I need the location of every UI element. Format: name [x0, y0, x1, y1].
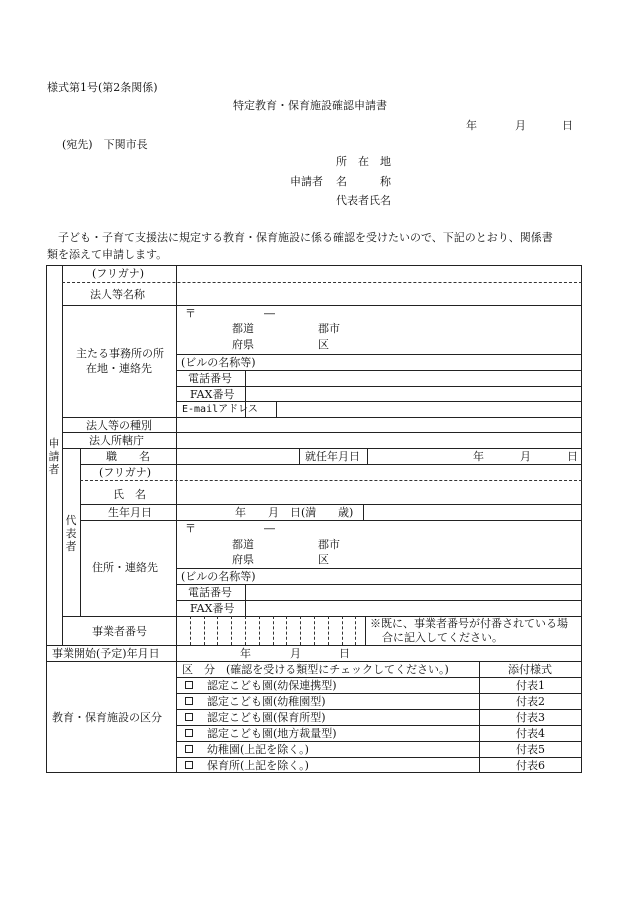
addressee: (宛先) 下関市長 — [62, 138, 148, 151]
appointed-label: 就任年月日 — [305, 450, 360, 463]
rep-ku-label: 区 — [318, 553, 329, 566]
main-office-label-1: 主たる事務所の所 — [76, 347, 164, 360]
appointed-year: 年 — [473, 450, 484, 463]
business-note-line-2: 合に記入してください。 — [382, 631, 503, 644]
attachment-header: 添付様式 — [508, 663, 552, 676]
start-day: 日 — [339, 647, 350, 660]
postal-mark: 〒 — [185, 307, 196, 320]
date-year[interactable]: 年 — [466, 119, 477, 132]
category-checkbox[interactable] — [185, 761, 193, 769]
rep-building-label: (ビルの名称等) — [181, 570, 256, 583]
category-checkbox[interactable] — [185, 697, 193, 705]
category-attachment-form: 付表5 — [516, 743, 545, 756]
birth-age-open: 日(満 — [290, 506, 317, 519]
business-number-label: 事業者番号 — [92, 625, 147, 638]
business-number-digit-divider — [231, 616, 232, 645]
business-number-digit-divider — [314, 616, 315, 645]
business-number-digit-divider — [300, 616, 301, 645]
fuken-label: 府県 — [232, 338, 254, 351]
name-label: 名 称 — [336, 175, 391, 188]
category-label: 認定こども園(幼稚園型) — [207, 695, 326, 708]
location-label: 所 在 地 — [336, 155, 391, 168]
rep-fax-label: FAX番号 — [190, 602, 235, 615]
category-checkbox[interactable] — [185, 681, 193, 689]
position-label: 職 名 — [106, 450, 150, 463]
date-month[interactable]: 月 — [515, 119, 526, 132]
representative-label: 代表者氏名 — [336, 194, 391, 207]
ku-label: 区 — [318, 338, 329, 351]
start-year: 年 — [240, 647, 251, 660]
business-note-line-1: ※既に、事業者番号が付番されている場 — [370, 617, 568, 630]
rep-todo-label: 都道 — [232, 538, 254, 551]
appointed-month: 月 — [520, 450, 531, 463]
rep-gunshi-label: 郡市 — [318, 538, 340, 551]
page-title: 特定教育・保育施設確認申請書 — [233, 99, 387, 112]
side-label-applicant: 申請者 — [48, 437, 60, 476]
side-label-representative: 代表者 — [65, 514, 77, 553]
facility-category-label: 教育・保育施設の区分 — [52, 711, 162, 724]
rep-furigana-label: (フリガナ) — [99, 466, 152, 479]
rep-postal-dash: ― — [264, 522, 275, 535]
business-number-digit-divider — [342, 616, 343, 645]
furigana-label: (フリガナ) — [92, 267, 145, 280]
category-row-divider — [176, 725, 582, 726]
birth-year: 年 — [235, 506, 246, 519]
birth-age-close: 歳) — [338, 506, 354, 519]
form-number: 様式第1号(第2条関係) — [47, 81, 158, 94]
address-contact-label: 住所・連絡先 — [92, 561, 158, 574]
gunshi-label: 郡市 — [318, 322, 340, 335]
applicant-label: 申請者 — [290, 175, 323, 188]
phone-label: 電話番号 — [188, 372, 232, 385]
main-office-label-2: 在地・連絡先 — [86, 362, 152, 375]
corp-office-label: 法人所轄庁 — [89, 434, 144, 447]
business-number-digit-divider — [245, 616, 246, 645]
corp-type-label: 法人等の種別 — [86, 419, 152, 432]
intro-line-1: 子ども・子育て支援法に規定する教育・保育施設に係る確認を受けたいので、下記のとおり、関係書 — [47, 231, 553, 244]
appointed-day: 日 — [567, 450, 578, 463]
category-row-divider — [176, 757, 582, 758]
business-start-label: 事業開始(予定)年月日 — [52, 647, 160, 660]
category-checkbox[interactable] — [185, 713, 193, 721]
todo-label: 都道 — [232, 322, 254, 335]
category-row-divider — [176, 677, 582, 678]
category-checkbox[interactable] — [185, 745, 193, 753]
business-number-digit-divider — [355, 616, 356, 645]
category-attachment-form: 付表1 — [516, 679, 545, 692]
business-number-digit-divider — [204, 616, 205, 645]
category-attachment-form: 付表6 — [516, 759, 545, 772]
birth-month: 月 — [268, 506, 279, 519]
category-row-divider — [176, 693, 582, 694]
date-day[interactable]: 日 — [562, 119, 573, 132]
business-number-digit-divider — [328, 616, 329, 645]
business-number-digit-divider — [273, 616, 274, 645]
rep-phone-label: 電話番号 — [188, 586, 232, 599]
category-row-divider — [176, 709, 582, 710]
rep-name-label: 氏 名 — [113, 488, 146, 501]
category-label: 保育所(上記を除く。) — [207, 759, 309, 772]
business-number-digit-divider — [217, 616, 218, 645]
category-attachment-form: 付表4 — [516, 727, 545, 740]
corp-name-label: 法人等名称 — [90, 288, 145, 301]
category-checkbox[interactable] — [185, 729, 193, 737]
business-number-digit-divider — [190, 616, 191, 645]
category-label: 認定こども園(幼保連携型) — [207, 679, 337, 692]
email-label: E-mailアドレス — [182, 404, 258, 415]
rep-postal-mark: 〒 — [185, 522, 196, 535]
start-month: 月 — [290, 647, 301, 660]
birthdate-label: 生年月日 — [108, 506, 152, 519]
category-header: 区 分 (確認を受ける類型にチェックしてください。) — [182, 663, 449, 676]
rep-fuken-label: 府県 — [232, 553, 254, 566]
category-label: 認定こども園(保育所型) — [207, 711, 326, 724]
category-row-divider — [176, 741, 582, 742]
building-label: (ビルの名称等) — [181, 356, 256, 369]
business-number-digit-divider — [259, 616, 260, 645]
business-number-digit-divider — [286, 616, 287, 645]
postal-dash: ― — [264, 307, 275, 320]
category-label: 幼稚園(上記を除く。) — [207, 743, 309, 756]
category-label: 認定こども園(地方裁量型) — [207, 727, 337, 740]
fax-label: FAX番号 — [190, 388, 235, 401]
category-attachment-form: 付表3 — [516, 711, 545, 724]
intro-line-2: 類を添えて申請します。 — [47, 248, 168, 261]
category-attachment-form: 付表2 — [516, 695, 545, 708]
